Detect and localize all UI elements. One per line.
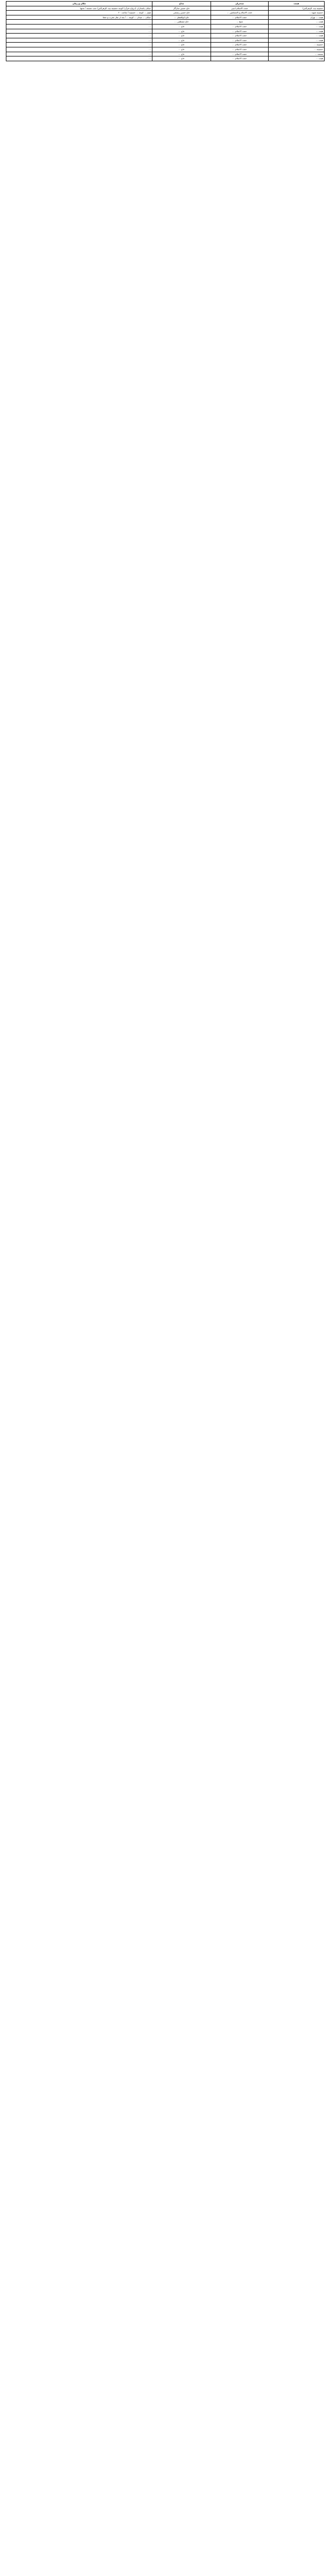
cell-narrator: حاج ...	[152, 38, 211, 43]
table-row	[6, 6, 325, 11]
cell-address: ...	[6, 47, 152, 52]
table-row	[6, 52, 325, 56]
cell-address: ...	[6, 43, 152, 47]
table-row	[6, 20, 325, 25]
cell-narrator: حاج ...	[152, 43, 211, 47]
cell-narrator: حاج ...	[152, 56, 211, 61]
cell-narrator: حاج ابوالفضل ...	[152, 15, 211, 20]
table-row	[6, 56, 325, 61]
header-address: مکان و زمان	[6, 2, 152, 6]
cell-narrator: حاج ...	[152, 29, 211, 34]
mourning-programs-table	[6, 1, 325, 61]
cell-speaker: حجت الاسلام ...	[211, 56, 269, 61]
cell-address: ...	[6, 24, 152, 29]
table-row	[6, 24, 325, 29]
cell-venue: حسینیه شهید ...	[269, 11, 325, 15]
table-row	[6, 29, 325, 34]
cell-speaker: حجت الاسلام ...	[211, 52, 269, 56]
cell-speaker: حجت الاسلام ...	[211, 34, 269, 38]
table-row	[6, 11, 325, 15]
header-speaker: سخنران	[211, 2, 269, 6]
cell-venue: حسینیه ...	[269, 47, 325, 52]
cell-speaker: حجت الاسلام ادیبی	[211, 6, 269, 11]
cell-address: ...	[6, 38, 152, 43]
cell-venue: هیئت ...	[269, 20, 325, 25]
cell-speaker: حجت الاسلام ...	[211, 47, 269, 52]
cell-address: خیابان ... میدان ... کوچه ... / بعد از نماز مغرب و عشا	[6, 15, 152, 20]
cell-address: ...	[6, 56, 152, 61]
table-row	[6, 15, 325, 20]
cell-narrator: حاج ...	[152, 24, 211, 29]
table-body	[6, 6, 325, 61]
cell-narrator: حاج ...	[152, 52, 211, 56]
header-narrator: مداح	[152, 2, 211, 6]
table-row	[6, 38, 325, 43]
cell-address: ...	[6, 34, 152, 38]
program-page	[6, 1, 325, 61]
cell-speaker: حجت الاسلام و المسلمین ...	[211, 11, 269, 15]
cell-speaker: حجت الاسلام ...	[211, 29, 269, 34]
cell-venue: حسینیه بیت الزهرا(س)	[269, 6, 325, 11]
cell-narrator: حاج حسین سازگار	[152, 6, 211, 11]
cell-venue: هیئت ...	[269, 24, 325, 29]
cell-address: ...	[6, 20, 152, 25]
cell-venue: هیئت ...	[269, 38, 325, 43]
cell-venue: هیئت ...	[269, 56, 325, 61]
cell-narrator: حاج ...	[152, 34, 211, 38]
cell-address: ...	[6, 52, 152, 56]
cell-speaker: شیخ ...	[211, 20, 269, 25]
cell-speaker: حجت الاسلام ...	[211, 38, 269, 43]
cell-address: خیابان پاسداران (دروازه قرآن) کوچه حسینیه بیت الزهرا(س) جنب مسجد / شبها	[6, 6, 152, 11]
cell-venue: حسینیه ...	[269, 43, 325, 47]
cell-narrator: حاج حسین رستمی	[152, 11, 211, 15]
cell-venue: مسجد ...	[269, 52, 325, 56]
cell-address: ...	[6, 29, 152, 34]
table-row	[6, 43, 325, 47]
cell-venue: هیئت ... تهران	[269, 15, 325, 20]
cell-venue: هیئت ...	[269, 29, 325, 34]
table-row	[6, 34, 325, 38]
table-row	[6, 47, 325, 52]
cell-speaker: حجت الاسلام ...	[211, 24, 269, 29]
cell-venue: هیئت ...	[269, 34, 325, 38]
cell-speaker: حجت الاسلام ...	[211, 15, 269, 20]
cell-narrator: حاج ...	[152, 47, 211, 52]
cell-speaker: حجت الاسلام ...	[211, 43, 269, 47]
cell-narrator: حاج مصطفی ...	[152, 20, 211, 25]
table-header-row	[6, 2, 325, 6]
header-venue: هیئت	[269, 2, 325, 6]
cell-address: بلوار ... کوچه ... حسینیه / ساعت ۲۰	[6, 11, 152, 15]
